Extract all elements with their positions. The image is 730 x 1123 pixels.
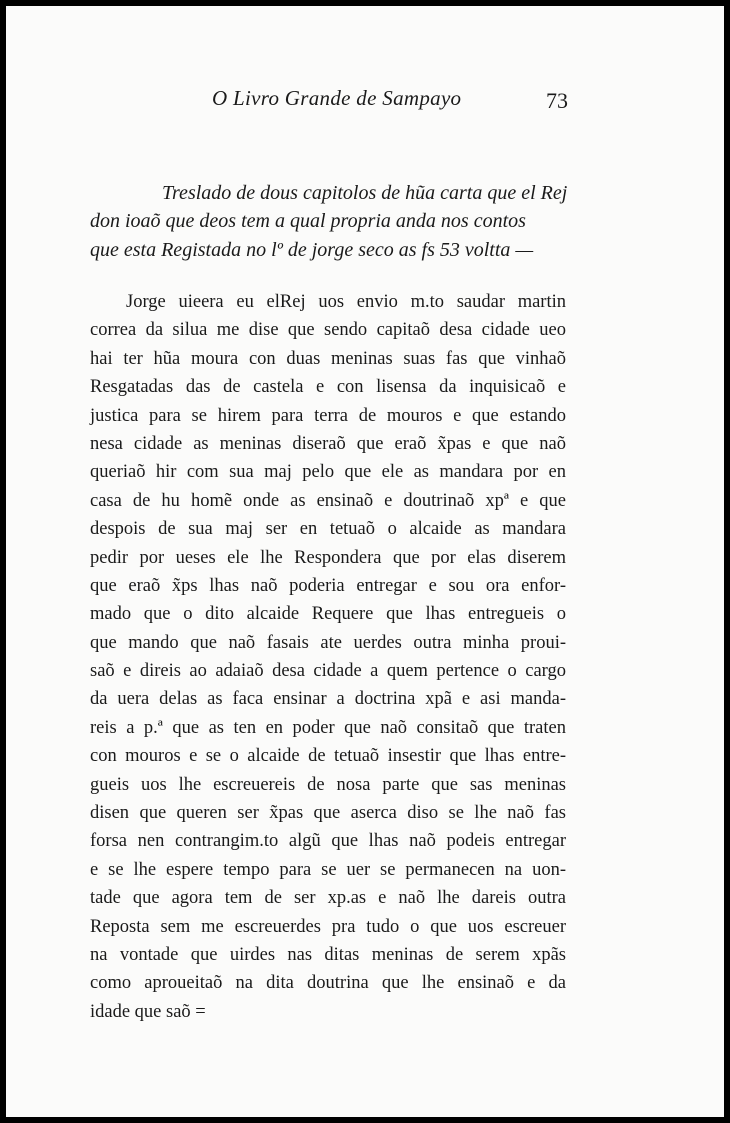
body-line: mado que o dito alcaide Requere que lhas entregueis o [90,604,566,625]
body-line: como aproueitaõ na dita doutrina que lhe ensinaõ e da [90,973,566,994]
body-line: da uera delas as faca ensinar a doctrina xpã e asi manda- [90,689,566,710]
body-line: tade que agora tem de ser xp.as e naõ lhe dareis outra [90,888,566,909]
body-line: despois de sua maj ser en tetuaõ o alcaide as mandara [90,519,566,540]
body-line: Reposta sem me escreuerdes pra tudo o que uos escreuer [90,916,566,937]
body-line: e se lhe espere tempo para se uer se permanecen na uon- [90,859,566,880]
heading-line: Treslado de dous capitolos de hũa carta que el Rej [162,182,568,204]
heading-line: don ioaõ que deos tem a qual propria anda nos contos [90,210,526,232]
body-line: pedir por ueses ele lhe Respondera que por elas diserem [90,547,566,568]
body-line: que eraõ x̃ps lhas naõ poderia entregar e sou ora enfor- [90,575,566,596]
body-line: idade que saõ = [90,1001,206,1022]
body-line: saõ e direis ao adaiaõ desa cidade a quem pertence o cargo [90,661,566,682]
body-line: na vontade que uirdes nas ditas meninas de serem xpãs [90,944,566,965]
body-line: que mando que naõ fasais ate uerdes outra minha proui- [90,632,566,653]
page-header [6,86,724,116]
body-line: nesa cidade as meninas diseraõ que eraõ x̃pas e que naõ [90,433,566,454]
body-line: con mouros e se o alcaide de tetuaõ insestir que lhas entre- [90,746,566,767]
body-line: Jorge uieera eu elRej uos envio m.to saudar martin [126,292,566,312]
body-line: forsa nen contrangim.to algũ que lhas naõ podeis entregar [90,831,566,852]
body-line: disen que queren ser x̃pas que aserca diso se lhe naõ fas [90,803,566,824]
body-line: Resgatadas das de castela e con lisensa da inquisicaõ e [90,377,566,398]
body-line: queriaõ hir com sua maj pelo que ele as mandara por en [90,462,566,483]
letter-body [90,288,566,1026]
body-line: gueis uos lhe escreuereis de nosa parte que sas meninas [90,774,566,795]
body-line: hai ter hũa moura con duas meninas suas fas que vinhaõ [90,348,566,369]
page-number: 73 [546,88,568,113]
body-line: reis a p.ª que as ten en poder que naõ consitaõ que traten [90,717,566,738]
running-title: O Livro Grande de Sampayo [212,86,462,110]
heading-line: que esta Registada no lº de jorge seco as fs 53 voltta — [90,239,534,261]
body-line: casa de hu homẽ onde as ensinaõ e doutrinaõ xpª e que [90,490,566,511]
body-line: correa da silua me dise que sendo capitaõ desa cidade ueo [90,320,566,341]
body-line: justica para se hirem para terra de mouros e que estando [90,405,566,426]
document-page [6,6,724,1117]
